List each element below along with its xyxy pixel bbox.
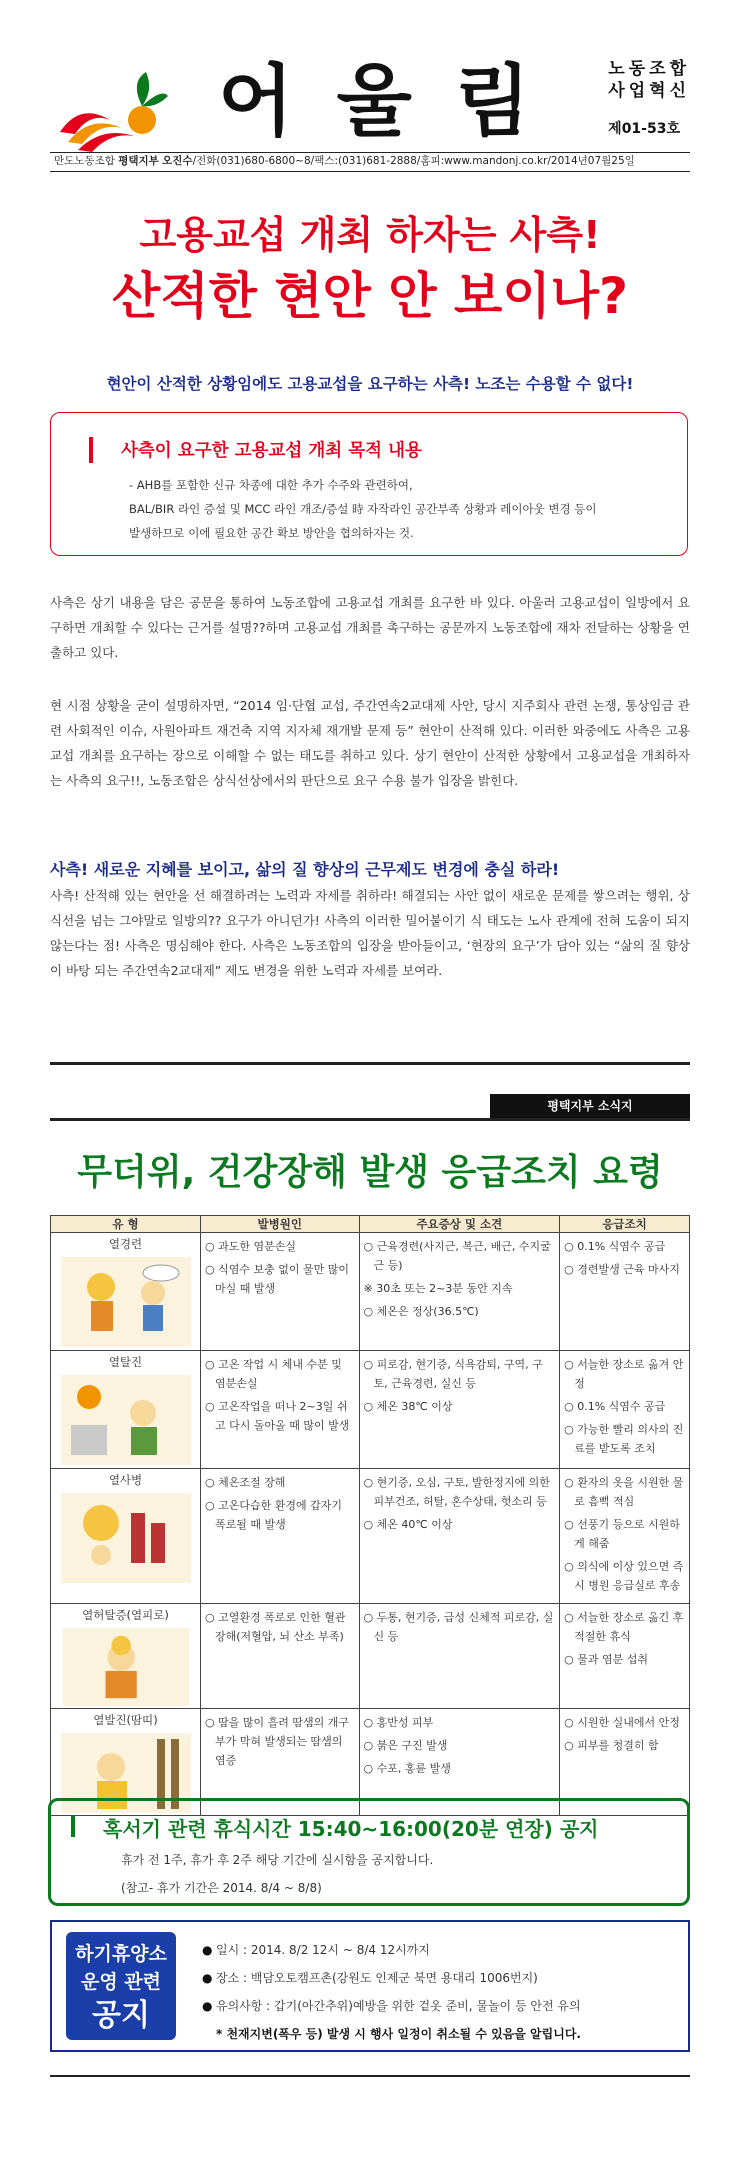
resort-warning: * 천재지변(폭우 등) 발생 시 행사 일정이 취소될 수 있음을 알립니다. (216, 2027, 581, 2041)
symptom-cell (359, 1469, 560, 1604)
resort-caution: 유의사항 : 갑기(아간추위)예방을 위한 겉옷 준비, 물놀이 등 안전 유의 (216, 1999, 581, 2013)
cause-cell (201, 1469, 360, 1604)
heat-section-title: 무더위, 건강장해 발생 응급조치 요령 (77, 1152, 663, 1193)
newsletter-tagline: 평택지부 소식지 (490, 1094, 690, 1118)
type-name: 열허탈증(열피로) (82, 1608, 169, 1622)
aid-item: ○ 서늘한 장소로 옮겨 안정 (564, 1358, 684, 1390)
headline-line-1: 고용교섭 개최 하자는 사측! (139, 213, 601, 257)
lead-sentence: 현안이 산적한 상황임에도 고용교섭을 요구하는 사측! 노조는 수용할 수 없다! (106, 375, 634, 393)
cause-cell (201, 1233, 360, 1351)
summer-resort-notice (50, 1920, 690, 2052)
aid-item: ○ 선풍기 등으로 시원하게 해줌 (564, 1518, 680, 1550)
table-row (51, 1469, 690, 1604)
paragraph-1: 사측은 상기 내용을 담은 공문을 통하여 노동조합에 고용교섭 개최를 요구한 바 있다. 아울러 고용교섭이 일방에서 요구하면 개최할 수 있다는 근거를 설명??하며 고용교섭 개최를 촉구하는 공문까지 노동조합에 재차 전달하는 상황을 연출하고 있다. (50, 595, 690, 660)
cause-item: ○ 체온조절 장해 (205, 1476, 286, 1489)
worker-cramp-illustration-icon (61, 1257, 191, 1347)
subtitle-line-2: 사업혁신 (608, 81, 690, 101)
symptom-cell (359, 1604, 560, 1709)
branch-name: 평택지부 (118, 155, 159, 167)
type-name: 열경련 (108, 1237, 143, 1251)
masthead-subtitle (608, 58, 690, 102)
paragraph-2: 현 시점 상황을 굳이 설명하자면, “2014 임·단협 교섭, 주간연속2교대제 사안, 당시 지주회사 관련 논쟁, 통상임금 관련 사회적인 이슈, 사원아파트 재건축 지역 지자체 재개발 문제 등” 현안이 산적해 있다. 이러한 와중에도 사측은 고용교섭 개최를 요구하는 장으로 이해할 수 없는 태도를 취하고 있다. 상기 현안이 산적한 상황에서 고용교섭을 개최하자는 사측의 요구!!, 노동조합은 상식선상에서의 판단으로 요구 수용 불가 입장을 밝힌다. (50, 698, 690, 788)
worker-fatigue-illustration-icon (61, 1628, 191, 1706)
symptom-cell (359, 1233, 560, 1351)
heat-illness-table (50, 1215, 690, 1816)
aid-cell (560, 1233, 690, 1351)
symptom-item: ○ 체온은 정상(36.5℃) (363, 1305, 479, 1318)
cause-item: ○ 과도한 염분손실 (205, 1240, 296, 1253)
table-row (51, 1233, 690, 1351)
col-aid-header: 응급조치 (560, 1216, 690, 1233)
box-line-1: - AHB를 포함한 신규 차종에 대한 추가 수주와 관련하여, (129, 478, 413, 492)
resort-notice-items (202, 1936, 581, 2048)
masthead-area (50, 52, 690, 152)
table-row (51, 1604, 690, 1709)
cause-item: ○ 고온 작업 시 체내 수분 및 염분손실 (205, 1358, 342, 1390)
bullet-icon: ● (202, 1971, 213, 1985)
section-divider (50, 1118, 690, 1121)
symptom-item: ○ 수포, 홍륜 발생 (363, 1762, 451, 1775)
cause-item: ○ 땀을 많이 흘려 땀샘의 개구부가 막혀 발생되는 땀샘의 염증 (205, 1716, 349, 1767)
aid-item: ○ 0.1% 식염수 공급 (564, 1240, 666, 1253)
type-cell (51, 1233, 201, 1351)
box-accent-bar (89, 437, 93, 463)
list-item (202, 1992, 581, 2020)
rest-time-notice (48, 1798, 690, 1906)
col-cause-header: 발병원인 (201, 1216, 360, 1233)
notice-accent-bar (71, 1815, 75, 1837)
box-line-2: BAL/BIR 라인 증설 및 MCC 라인 개조/증설 時 자작라인 공간부족 상황과 레이아웃 변경 등이 (129, 502, 597, 516)
rest-notice-line-1: 휴가 전 1주, 휴가 후 2주 해당 기간에 실시함을 공지합니다. (121, 1853, 434, 1867)
list-item (202, 1964, 581, 1992)
aid-cell (560, 1469, 690, 1604)
resort-notice-badge (66, 1932, 176, 2040)
resort-place: 장소 : 백담오토캠프촌(강원도 인제군 북면 용대리 1006번지) (216, 1971, 538, 1985)
col-type-header: 유 형 (51, 1216, 201, 1233)
symptom-item: ○ 근육경련(사지근, 복근, 배근, 수지굴근 등) (363, 1240, 551, 1272)
badge-line-1: 하기휴양소 (75, 1943, 167, 1965)
aid-item: ○ 경련발생 근육 마사지 (564, 1263, 680, 1276)
badge-line-3: 공지 (92, 1998, 150, 2033)
cause-item: ○ 고열환경 폭로로 인한 혈관장해(저혈압, 뇌 산소 부족) (205, 1611, 346, 1643)
symptom-item: ○ 피로감, 현기증, 식욕감퇴, 구역, 구토, 근육경련, 실신 등 (363, 1358, 543, 1390)
bottom-divider (50, 2075, 690, 2077)
worker-heatstroke-illustration-icon (61, 1493, 191, 1583)
box-title: 사측이 요구한 고용교섭 개최 목적 내용 (121, 441, 422, 461)
table-row (51, 1351, 690, 1469)
aid-item: ○ 서늘한 장소로 옮긴 후 적절한 휴식 (564, 1611, 684, 1643)
bullet-icon: ● (202, 1999, 213, 2013)
cause-item: ○ 고온작업을 떠나 2~3일 쉬고 다시 돌아올 때 많이 발생 (205, 1400, 350, 1432)
cause-item: ○ 식염수 보충 없이 물만 많이 마실 때 발생 (205, 1263, 349, 1295)
symptom-item: ○ 체온 40℃ 이상 (363, 1518, 453, 1531)
symptom-item: ※ 30초 또는 2~3분 동안 지속 (363, 1282, 513, 1295)
union-name: 만도노동조합 (54, 155, 115, 167)
list-item (202, 1936, 581, 1964)
cause-item: ○ 고온다습한 환경에 갑자기 폭로될 때 발생 (205, 1499, 342, 1531)
aid-item: ○ 시원한 실내에서 안정 (564, 1716, 680, 1729)
symptom-item: ○ 두통, 현기증, 급성 신체적 피로감, 실신 등 (363, 1611, 554, 1643)
symptom-item: ○ 체온 38℃ 이상 (363, 1400, 453, 1413)
cause-cell (201, 1351, 360, 1469)
aid-item: ○ 0.1% 식염수 공급 (564, 1400, 666, 1413)
chief-name: 오진수 (162, 155, 193, 167)
symptom-item: ○ 붉은 구진 발생 (363, 1739, 448, 1752)
aid-item: ○ 피부를 청결히 함 (564, 1739, 659, 1752)
contact-info: /전화(031)680-6800~8/팩스:(031)681-2888/홈피:www.mandonj.co.kr/2014년07월25일 (192, 155, 635, 167)
type-name: 열사병 (108, 1473, 143, 1487)
aid-cell (560, 1604, 690, 1709)
issue-number: 제01-53호 (608, 121, 680, 137)
symptom-item: ○ 홍반성 피부 (363, 1716, 434, 1729)
box-body (129, 473, 669, 545)
aid-item: ○ 가능한 빨리 의사의 진료를 받도록 조치 (564, 1423, 684, 1455)
paragraph-3: 사측! 산적해 있는 현안을 선 해결하려는 노력과 자세를 취하라! 해결되는 사안 없이 새로운 문제를 쌓으려는 행위, 상식선을 넘는 그야말로 일방의?? 요구가 아니던가! 사측의 이러한 밀어붙이기 식 태도는 노사 관계에 전혀 도움이 되지 않는다는 점! 사측은 명심해야 한다. 사측은 노동조합의 입장을 받아들이고, ‘현장의 요구’가 담아 있는 “삶의 질 향상이 바탕 되는 주간연속2교대제” 제도 변경을 위한 노력과 자세를 보여라. (50, 888, 690, 978)
resort-date: 일시 : 2014. 8/2 12시 ~ 8/4 12시까지 (216, 1943, 430, 1957)
section-divider (50, 1062, 690, 1065)
type-cell (51, 1351, 201, 1469)
worker-exhaustion-illustration-icon (61, 1375, 191, 1465)
section-subheading: 사측! 새로운 지혜를 보이고, 삶의 질 향상의 근무제도 변경에 충실 하라! (50, 860, 560, 879)
type-name: 열탈진 (108, 1355, 143, 1369)
col-symptom-header: 주요증상 및 소견 (359, 1216, 560, 1233)
box-line-3: 발생하므로 이에 필요한 공간 확보 방안을 협의하자는 것. (129, 526, 414, 540)
aid-item: ○ 물과 염분 섭취 (564, 1653, 648, 1666)
symptom-item: ○ 현기증, 오심, 구토, 발한정지에 의한 피부건조, 허탈, 혼수상태, 헛소리 등 (363, 1476, 550, 1508)
masthead-title: 어 울 림 (218, 57, 539, 147)
badge-line-2: 운영 관련 (80, 1971, 162, 1993)
bullet-icon: ● (202, 1943, 213, 1957)
aid-item: ○ 의식에 이상 있으면 즉시 병원 응급실로 후송 (564, 1560, 684, 1592)
union-logo-icon (50, 62, 170, 152)
type-cell (51, 1604, 201, 1709)
cause-cell (201, 1604, 360, 1709)
type-cell (51, 1469, 201, 1604)
table-header-row (51, 1216, 690, 1233)
aid-item: ○ 환자의 옷을 시원한 물로 흠뻑 적심 (564, 1476, 684, 1508)
company-demand-box (50, 412, 688, 556)
rest-notice-line-2: (참고- 휴가 기간은 2014. 8/4 ~ 8/8) (121, 1881, 322, 1895)
rest-notice-title: 혹서기 관련 휴식시간 15:40~16:00(20분 연장) 공지 (103, 1817, 599, 1841)
type-name: 열발진(땀띠) (93, 1713, 158, 1727)
aid-cell (560, 1351, 690, 1469)
subtitle-line-1: 노동조합 (608, 59, 690, 79)
symptom-cell (359, 1351, 560, 1469)
publisher-info-bar (50, 152, 690, 172)
headline-line-2: 산적한 현안 안 보이나? (112, 267, 628, 325)
